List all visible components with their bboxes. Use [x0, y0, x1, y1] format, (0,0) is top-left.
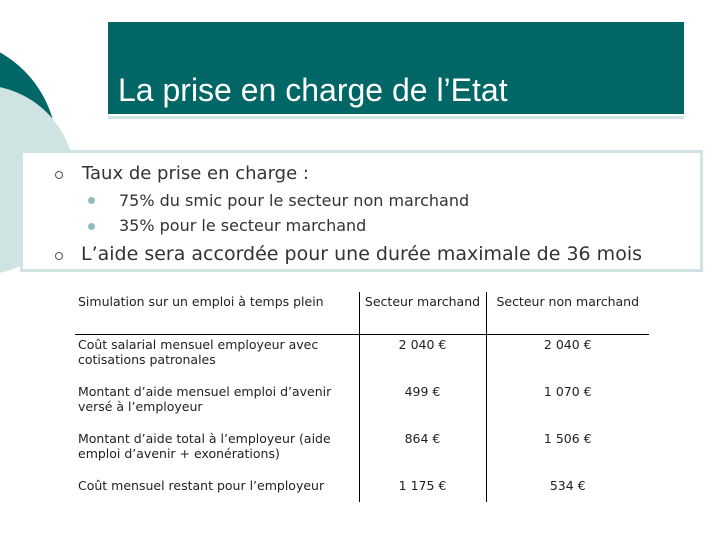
table-row	[75, 335, 649, 383]
sub-bullet-marchand: 35% pour le secteur marchand	[119, 216, 367, 235]
row-label: Coût salarial mensuel employeur avec cotisations patronales	[75, 335, 359, 383]
cell-non-marchand: 534 €	[549, 478, 586, 493]
ring-bullet-icon	[55, 171, 63, 179]
table-header-row	[75, 292, 649, 335]
dot-bullet-icon	[88, 223, 95, 230]
slide-title: La prise en charge de l’Etat	[118, 72, 508, 108]
simulation-table	[75, 292, 649, 502]
table-row	[75, 429, 649, 476]
cell-marchand: 864 €	[359, 429, 486, 476]
cell-non-marchand: 1 506 €	[543, 431, 592, 446]
header-secteur-marchand: Secteur marchand	[359, 292, 486, 335]
row-label: Montant d’aide total à l’employeur (aide emploi d’avenir + exonérations)	[75, 429, 359, 476]
cell-non-marchand: 1 070 €	[543, 384, 592, 399]
row-label: Montant d’aide mensuel emploi d’avenir versé à l’employeur	[75, 382, 359, 429]
table-row	[75, 476, 649, 502]
ring-bullet-icon	[55, 252, 63, 260]
title-underline	[108, 116, 684, 119]
row-label: Coût mensuel restant pour l’employeur	[75, 476, 359, 502]
cell-marchand: 2 040 €	[359, 335, 486, 383]
sub-bullet-non-marchand: 75% du smic pour le secteur non marchand	[119, 191, 470, 210]
bullet-duree: L’aide sera accordée pour une durée maximale de 36 mois	[81, 243, 642, 265]
cell-marchand: 499 €	[359, 382, 486, 429]
table-row	[75, 382, 649, 429]
cell-non-marchand: 2 040 €	[543, 337, 592, 352]
bullet-taux: Taux de prise en charge :	[82, 163, 309, 184]
dot-bullet-icon	[88, 197, 95, 204]
cell-marchand: 1 175 €	[359, 476, 486, 502]
header-secteur-non-marchand: Secteur non marchand	[486, 292, 649, 335]
header-simulation: Simulation sur un emploi à temps plein	[75, 292, 359, 335]
